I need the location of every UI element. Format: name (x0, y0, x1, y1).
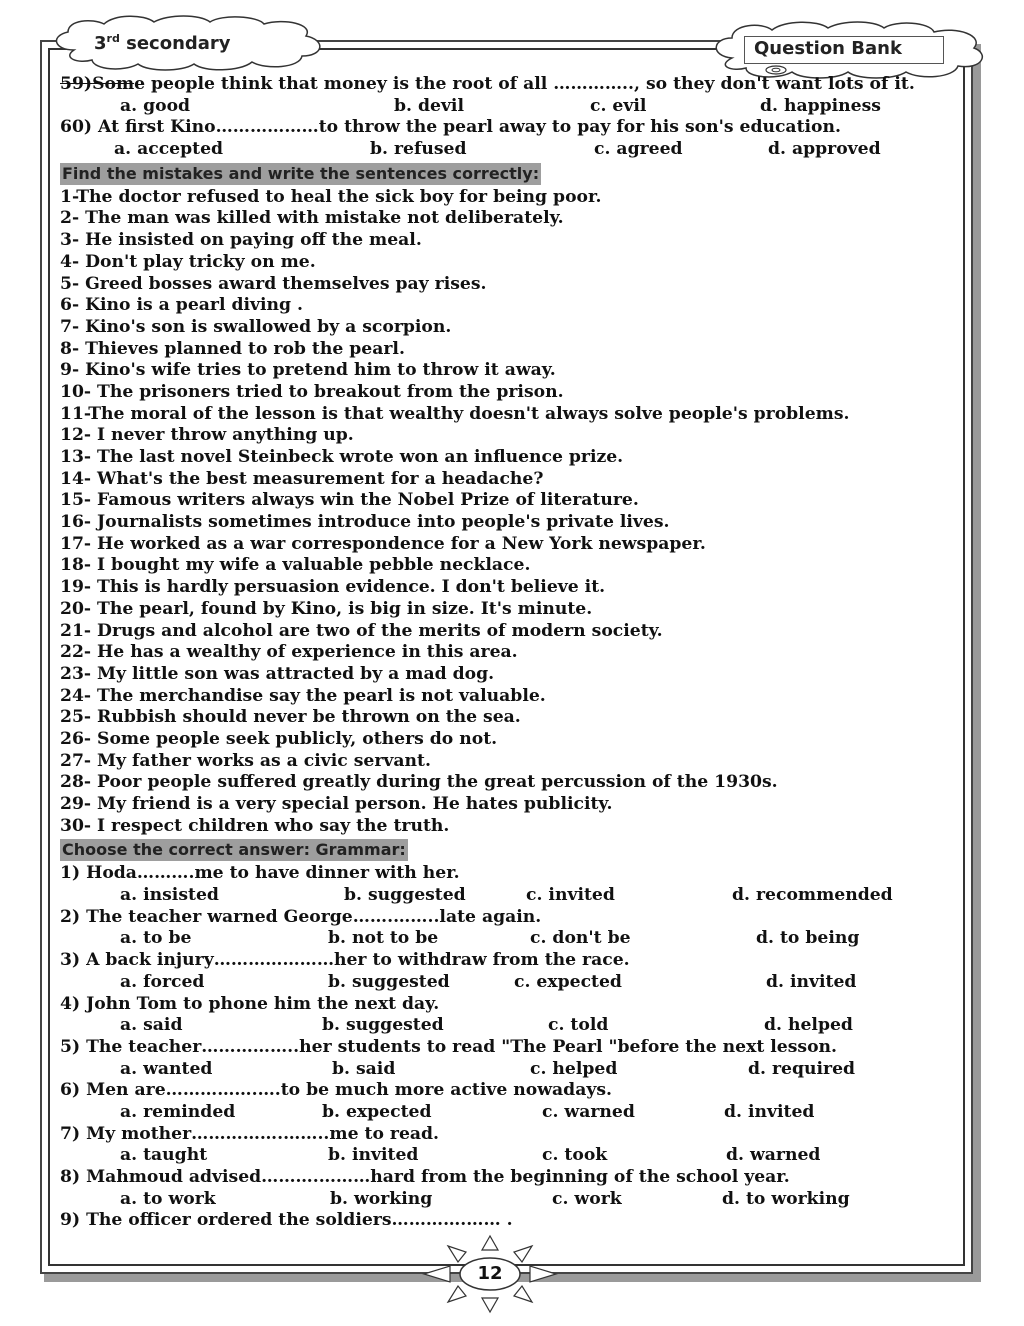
mistake-item: 3- He insisted on paying off the meal. (60, 230, 422, 251)
mistake-item: 22- He has a wealthy of experience in this area. (60, 642, 518, 663)
option: d. happiness (760, 95, 881, 116)
option: c. took (542, 1145, 608, 1166)
option: c. told (548, 1015, 609, 1036)
option: b. devil (394, 95, 464, 116)
grammar-options (60, 928, 960, 950)
option: a. to work (120, 1188, 216, 1209)
mistake-item: 26- Some people seek publicly, others do not. (60, 728, 498, 749)
mistake-item: 11-The moral of the lesson is that wealthy doesn't always solve people's problems. (60, 403, 850, 424)
option: d. invited (724, 1101, 815, 1122)
option: c. invited (526, 885, 615, 906)
option: b. working (330, 1188, 433, 1209)
option: c. expected (514, 971, 622, 992)
option: a. forced (120, 971, 205, 992)
grammar-question: 5) The teacher……………..her students to read "The Pearl "before the next lesson. (60, 1036, 838, 1057)
section-heading: Choose the correct answer: Grammar: (62, 840, 406, 860)
mistake-item: 9- Kino's wife tries to pretend him to throw it away. (60, 360, 556, 381)
option: c. don't be (530, 928, 631, 949)
option: a. insisted (120, 885, 219, 906)
option: d. approved (768, 139, 881, 160)
mistake-item: 17- He worked as a war correspondence for a New York newspaper. (60, 533, 706, 554)
mistake-item: 4- Don't play tricky on me. (60, 251, 316, 272)
mistake-item: 12- I never throw anything up. (60, 425, 354, 446)
option: c. agreed (594, 139, 683, 160)
question-59-options (60, 96, 960, 118)
mistake-item: 23- My little son was attracted by a mad dog. (60, 663, 495, 684)
mistake-item: 10- The prisoners tried to breakout from the prison. (60, 381, 564, 402)
grammar-options (60, 885, 960, 907)
option: b. invited (328, 1145, 419, 1166)
option: c. helped (530, 1058, 618, 1079)
mistake-item: 14- What's the best measurement for a headache? (60, 468, 544, 489)
question-60-options (60, 139, 960, 161)
option: a. good (120, 95, 191, 116)
grammar-question: 2) The teacher warned George…….……..late again. (60, 906, 542, 927)
question-bank-label: Question Bank (754, 38, 902, 59)
question-60: 60) At first Kino………………to throw the pearl away to pay for his son's education. (60, 117, 841, 138)
section-heading: Find the mistakes and write the sentences correctly: (62, 163, 540, 183)
grammar-question: 3) A back injury…………………her to withdraw from the race. (60, 950, 630, 971)
option: a. to be (120, 928, 192, 949)
mistakes-heading-row (60, 161, 960, 187)
option: b. suggested (344, 885, 466, 906)
grammar-question: 8) Mahmoud advised……….………hard from the beginning of the school year. (60, 1167, 790, 1187)
grammar-question: 4) John Tom to phone him the next day. (60, 993, 440, 1014)
grammar-options (60, 1059, 960, 1081)
page-content (60, 74, 960, 1232)
mistake-item: 16- Journalists sometimes introduce into people's private lives. (60, 512, 670, 533)
option: b. expected (322, 1101, 432, 1122)
grammar-list (60, 863, 960, 1232)
option: a. wanted (120, 1058, 213, 1079)
mistake-item: 27- My father works as a civic servant. (60, 750, 431, 771)
option: c. evil (590, 95, 647, 116)
mistake-item: 25- Rubbish should never be thrown on the sea. (60, 707, 521, 728)
mistake-item: 21- Drugs and alcohol are two of the merits of modern society. (60, 620, 663, 641)
option: d. to being (756, 928, 860, 949)
question-59: 59)Some people think that money is the root of all ………….., so they don't want lots of it. (60, 74, 915, 94)
mistakes-list (60, 187, 960, 838)
grammar-question: 1) Hoda……….me to have dinner with her. (60, 863, 460, 884)
mistake-item: 15- Famous writers always win the Nobel Prize of literature. (60, 490, 639, 511)
option: b. suggested (322, 1015, 444, 1036)
option: b. suggested (328, 971, 450, 992)
grade-cloud (44, 14, 334, 76)
mistake-item: 24- The merchandise say the pearl is not valuable. (60, 685, 546, 706)
mistake-item: 28- Poor people suffered greatly during the great percussion of the 1930s. (60, 772, 778, 793)
grammar-options (60, 1145, 960, 1167)
mistake-item: 30- I respect children who say the truth. (60, 815, 450, 836)
option: c. work (552, 1188, 622, 1209)
page-number-badge (420, 1232, 560, 1316)
mistake-item: 13- The last novel Steinbeck wrote won an influence prize. (60, 447, 624, 467)
grammar-heading-row (60, 837, 960, 863)
grammar-options (60, 1102, 960, 1124)
grammar-question: 9) The officer ordered the soldiers………….…… . (60, 1210, 513, 1231)
mistake-item: 7- Kino's son is swallowed by a scorpion. (60, 316, 452, 337)
option: a. reminded (120, 1101, 236, 1122)
option: b. not to be (328, 928, 439, 949)
grammar-question: 7) My mother…………….……..me to read. (60, 1123, 440, 1144)
option: d. warned (726, 1145, 821, 1166)
grammar-options (60, 1015, 960, 1037)
grade-label: 3rd secondary (94, 32, 231, 54)
grammar-options (60, 972, 960, 994)
mistake-item: 6- Kino is a pearl diving . (60, 295, 304, 316)
grammar-options (60, 1189, 960, 1211)
option: b. refused (370, 139, 467, 160)
option: d. to working (722, 1188, 850, 1209)
grammar-question: 6) Men are…………….….to be much more active nowadays. (60, 1080, 612, 1101)
mistake-item: 29- My friend is a very special person. He hates publicity. (60, 794, 613, 814)
mistake-item: 8- Thieves planned to rob the pearl. (60, 338, 405, 359)
option: d. helped (764, 1015, 853, 1036)
mistake-item: 20- The pearl, found by Kino, is big in size. It's minute. (60, 598, 593, 619)
option: b. said (332, 1058, 396, 1079)
option: d. required (748, 1058, 856, 1079)
option: a. accepted (114, 139, 224, 160)
option: d. invited (766, 971, 857, 992)
page-number: 12 (477, 1263, 503, 1284)
option: a. taught (120, 1145, 208, 1166)
mistake-item: 5- Greed bosses award themselves pay rises. (60, 273, 487, 294)
mistake-item: 19- This is hardly persuasion evidence. I don't believe it. (60, 577, 606, 598)
option: a. said (120, 1015, 183, 1036)
mistake-item: 2- The man was killed with mistake not deliberately. (60, 208, 564, 229)
mistake-item: 1-The doctor refused to heal the sick boy for being poor. (60, 186, 602, 207)
option: c. warned (542, 1101, 635, 1122)
option: d. recommended (732, 885, 893, 906)
mistake-item: 18- I bought my wife a valuable pebble necklace. (60, 555, 531, 576)
